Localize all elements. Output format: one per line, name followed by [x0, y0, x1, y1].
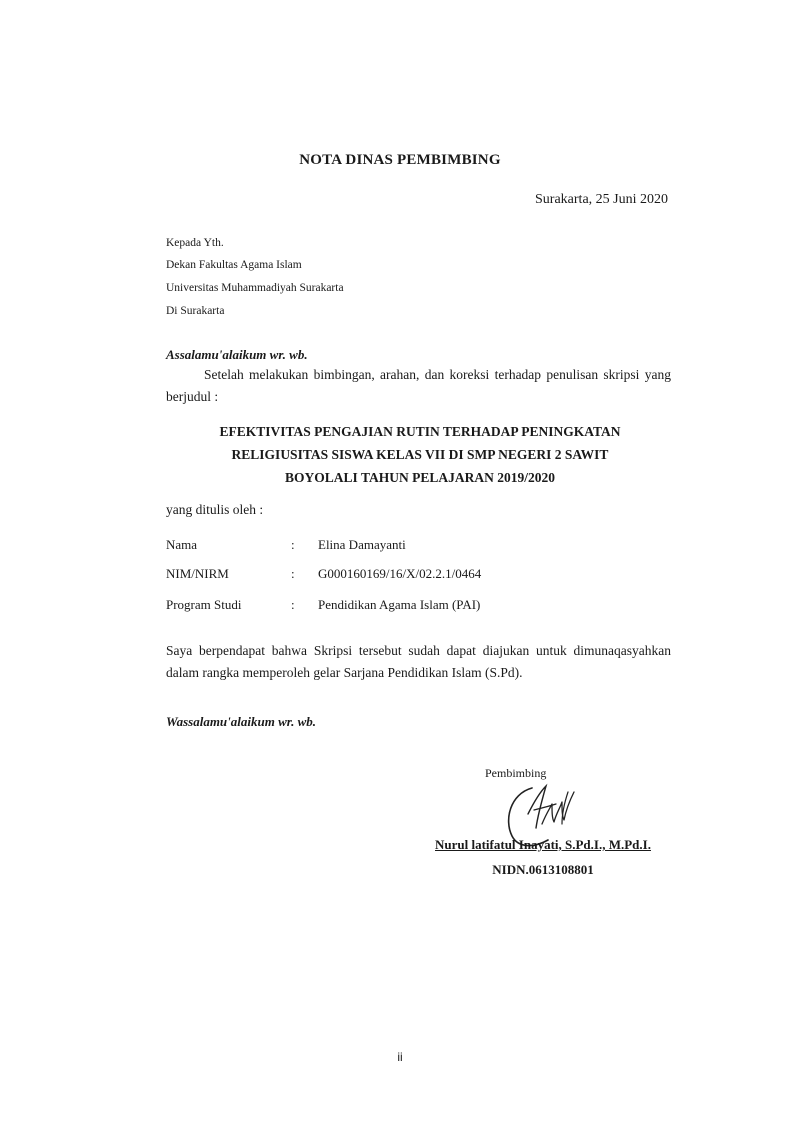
letter-date: Surakarta, 25 Juni 2020: [535, 192, 668, 207]
detail-value: G000160169/16/X/02.2.1/0464: [318, 566, 482, 581]
closing-greeting: Wassalamu'alaikum wr. wb.: [166, 714, 317, 729]
page-number: ii: [397, 1050, 403, 1064]
detail-colon: :: [291, 566, 295, 581]
recipient-line: Di Surakarta: [166, 305, 225, 317]
recipient-line: Universitas Muhammadiyah Surakarta: [166, 282, 344, 294]
thesis-title-line: BOYOLALI TAHUN PELAJARAN 2019/2020: [285, 470, 555, 485]
signatory-role: Pembimbing: [485, 766, 547, 780]
greeting: Assalamu'alaikum wr. wb.: [166, 347, 308, 362]
document-title: NOTA DINAS PEMBIMBING: [299, 152, 501, 168]
signatory-name: Nurul latifatul Inayati, S.Pd.I., M.Pd.I.: [435, 837, 651, 852]
signatory-id: NIDN.0613108801: [492, 862, 594, 877]
intro-paragraph: Setelah melakukan bimbingan, arahan, dan koreksi terhadap penulisan skripsi yang berjudul :: [166, 367, 671, 404]
detail-value: Pendidikan Agama Islam (PAI): [318, 597, 481, 612]
recipient-line: Dekan Fakultas Agama Islam: [166, 259, 302, 271]
detail-colon: :: [291, 597, 295, 612]
detail-label: Program Studi: [166, 597, 242, 612]
detail-colon: :: [291, 537, 295, 552]
recipient-line: Kepada Yth.: [166, 237, 224, 249]
detail-label: Nama: [166, 537, 198, 552]
thesis-title: [150, 420, 690, 489]
thesis-title-line: RELIGIUSITAS SISWA KELAS VII DI SMP NEGERI 2 SAWIT: [231, 447, 609, 462]
detail-value: Elina Damayanti: [318, 537, 406, 552]
opinion-paragraph: Saya berpendapat bahwa Skripsi tersebut sudah dapat diajukan untuk dimunaqasyahkan dalam rangka memperoleh gelar Sarjana Pendidikan Islam (S.Pd).: [166, 643, 671, 680]
thesis-title-line: EFEKTIVITAS PENGAJIAN RUTIN TERHADAP PENINGKATAN: [219, 424, 621, 439]
written-by: yang ditulis oleh :: [166, 502, 264, 517]
detail-label: NIM/NIRM: [166, 566, 229, 581]
